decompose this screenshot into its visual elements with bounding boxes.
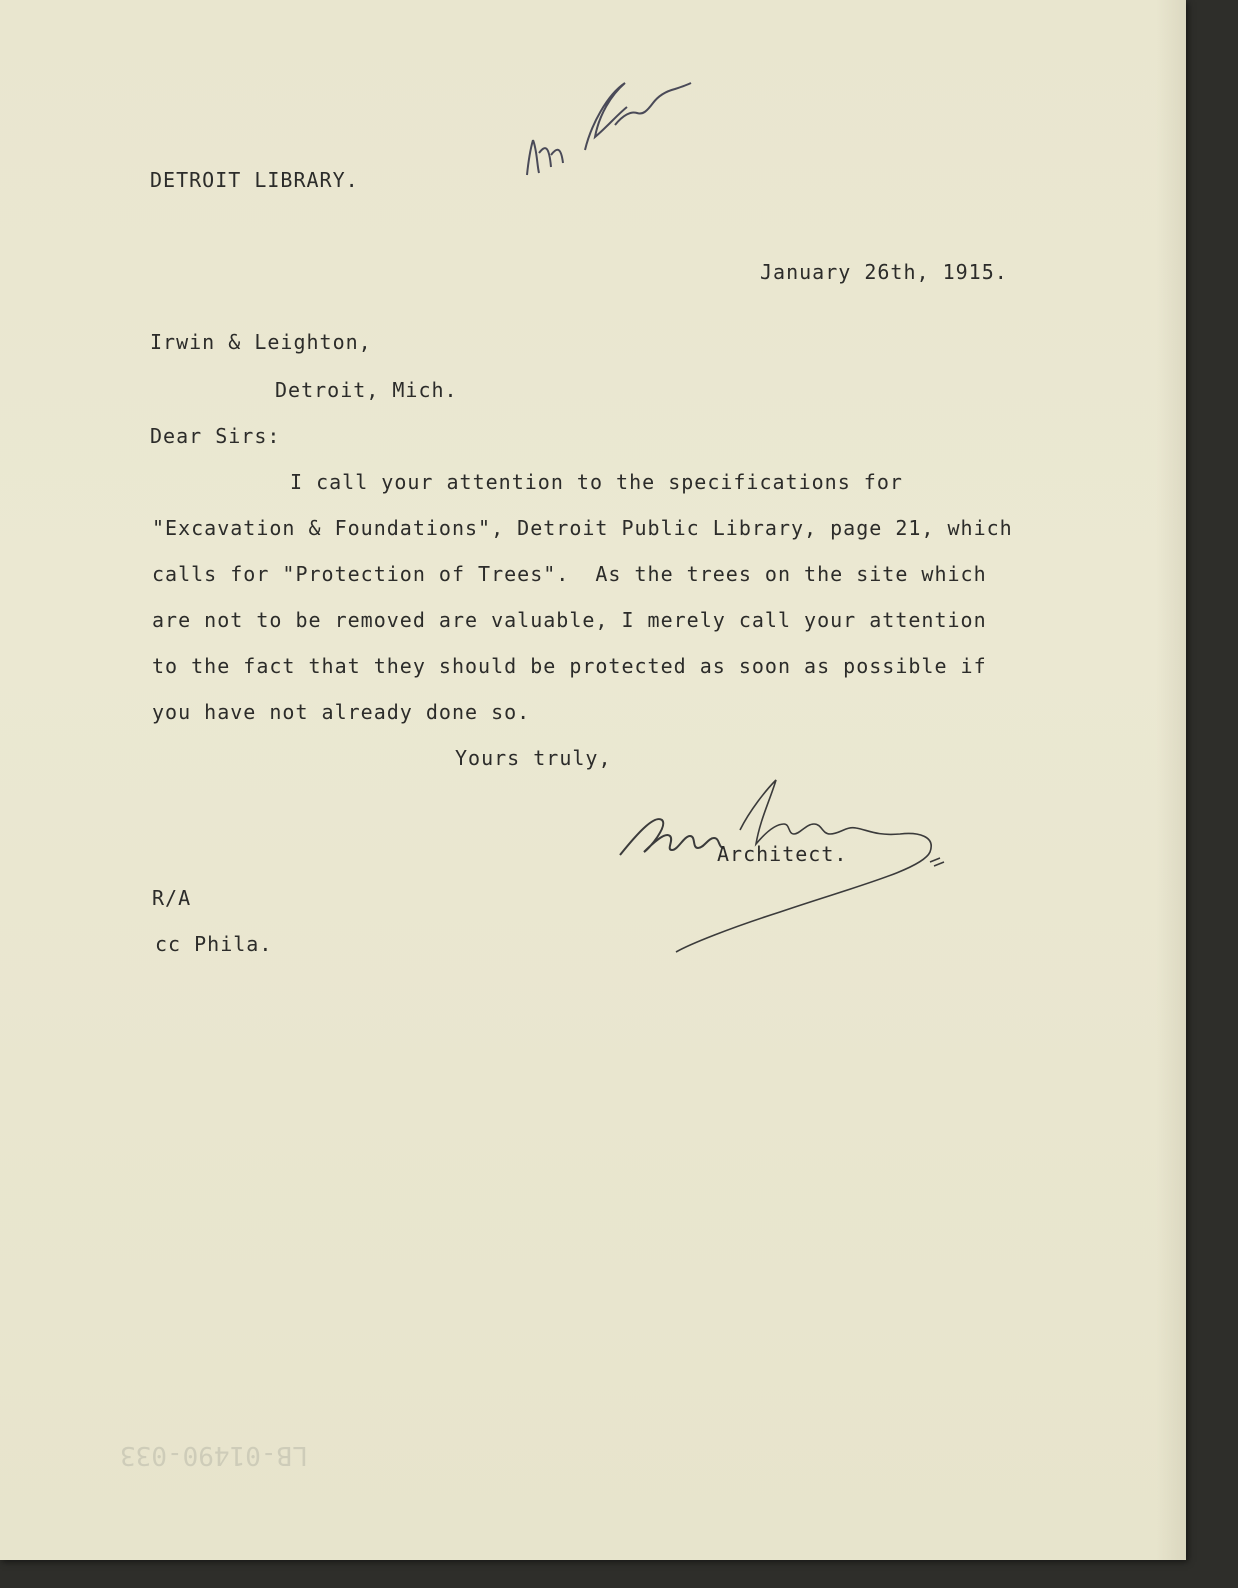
body-line: are not to be removed are valuable, I merely call your attention xyxy=(152,608,987,632)
reference-initials: R/A xyxy=(152,886,192,910)
letter-heading: DETROIT LIBRARY. xyxy=(150,168,359,192)
body-line: I call your attention to the specifications for xyxy=(290,470,903,494)
body-line: "Excavation & Foundations", Detroit Public Library, page 21, which xyxy=(152,516,1013,540)
signature xyxy=(600,770,960,970)
signer-title: Architect. xyxy=(717,842,848,866)
salutation: Dear Sirs: xyxy=(150,424,281,448)
closing: Yours truly, xyxy=(455,746,612,770)
archive-stamp: LB-01490-033 xyxy=(120,1440,308,1470)
letter-date: January 26th, 1915. xyxy=(760,260,1008,284)
body-line: you have not already done so. xyxy=(152,700,531,724)
handwritten-annotation xyxy=(515,55,715,195)
body-line: to the fact that they should be protected as soon as possible if xyxy=(152,654,987,678)
body-line: calls for "Protection of Trees". As the trees on the site which xyxy=(152,562,987,586)
cc-note: cc Phila. xyxy=(155,932,273,956)
recipient-city: Detroit, Mich. xyxy=(275,378,458,402)
recipient-name: Irwin & Leighton, xyxy=(150,330,372,354)
